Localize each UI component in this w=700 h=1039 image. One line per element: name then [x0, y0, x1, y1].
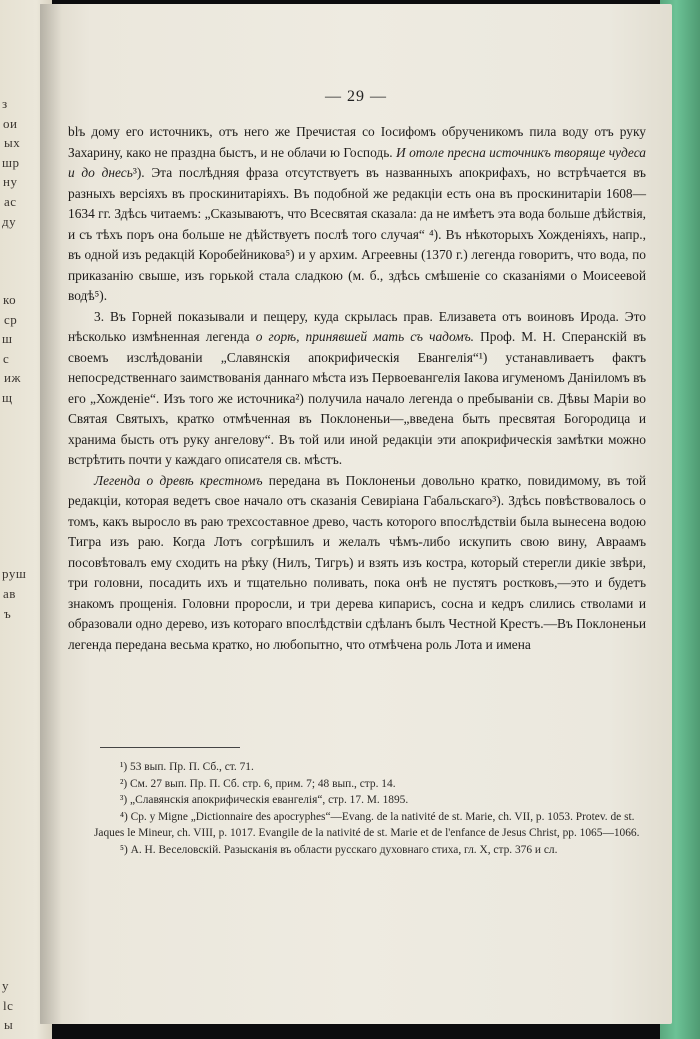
- text-run: blъ дому его источникъ, отъ него же Пречистая со Іосифомъ обрученикомъ пила воду отъ руку Захарину, како не праздна быстъ, и не облачи ю Господь.: [68, 124, 646, 160]
- italic-phrase: И отоле пресна источникъ творяще чудеса и до днесь: [68, 144, 646, 180]
- footnote-divider: [100, 747, 240, 748]
- left-page-fragment: щ: [2, 390, 13, 405]
- left-page-fragment: ко: [3, 292, 17, 307]
- paragraph: [68, 122, 646, 307]
- paragraph: [68, 307, 646, 471]
- text-run: 3. Въ Горней показывали и пещеру, куда скрылась прав. Елизавета отъ воиновъ Ирода. Это нѣсколько измѣненная легенда: [68, 308, 646, 344]
- footnote: ³) „Славянскія апокрифическія евангелія“, стр. 17. М. 1895.: [120, 794, 409, 806]
- text-run: ³). Эта послѣдняя фраза отсутствуетъ въ названныхъ апокрифахъ, но встрѣчается въ разныхъ версіяхъ въ проскинитаріяхъ. Въ подобной же редакціи есть она въ проскинитаріи 1608—1634 гг. Здѣсь читаемъ: „Сказываютъ, что Всесвятая сказала: да не имѣетъ эта вода больше дѣйствія, и съ тѣхъ поръ она больше не дѣйствуетъ послѣ того случая“ ⁴). Въ нѣкоторыхъ Хожденіяхъ, напр., въ одной изъ редакцій Коробейникова⁵) и у архим. Агреевны (1370 г.) легенда говоритъ, что вода, по приказанію свыше, изъ горькой стала сладкою (м. б., здѣсь смѣшеніе со сказаніями о Моисеевой водѣ⁵).: [68, 165, 646, 303]
- left-page-fragment: ас: [4, 194, 17, 209]
- page-gutter-shadow: [40, 4, 62, 1024]
- left-page-fragment: ы: [4, 1017, 14, 1033]
- page-number: — 29 —: [325, 88, 387, 105]
- left-page-fragment: иж: [4, 370, 21, 386]
- left-page-fragment: ои: [3, 115, 18, 131]
- left-page-fragment: ав: [3, 586, 16, 601]
- footnote: ²) См. 27 вып. Пр. П. Сб. стр. 6, прим. 7; 48 вып., стр. 14.: [120, 777, 396, 790]
- left-page-fragment: ъ: [4, 605, 12, 621]
- paragraph: [68, 471, 646, 656]
- left-page-fragment: с: [3, 350, 10, 366]
- text-run: передана въ Поклоненьи довольно кратко, повидимому, въ той редакціи, которая ведетъ свое начало отъ сказанія Севиріана Габальскаго³). Здѣсь повѣствовалось о томъ, какъ выросло въ раю трехсоставное древо, часть которого впослѣдствіи была вынесена водою Тигра изъ раю. Когда Лотъ согрѣшилъ и желалъ чѣмъ-либо искупить свою вину, Авраамъ посовѣтовалъ ему сходить на рѣку (Нилъ, Тигръ) и взять изъ костра, который стерегли дикіе звѣри, три головни, посадить ихъ и тщательно поливать, пока онѣ не пустятъ ростковъ,—это и будетъ знакомъ прощенія. Головни проросли, и три дерева кипарисъ, сосна и кедръ слились стволами и образовали одно дерево, изъ котораго впослѣдствіи сдѣланъ былъ Честной Крестъ.—Въ Поклоненьи легенда передана весьма кратко, но любопытно, что отмѣчена роль Лота и имена: [68, 472, 646, 652]
- left-page-fragment: ср: [4, 311, 18, 327]
- left-page-fragment: руш: [2, 566, 27, 582]
- footnote: ⁵) А. Н. Веселовскій. Разысканія въ области русскаго духовнаго стиха, гл. X, стр. 376 и сл.: [120, 843, 558, 856]
- book-page: [40, 4, 672, 1024]
- footnotes: [94, 759, 644, 858]
- italic-phrase: о горѣ, принявшей мать съ чадомъ.: [255, 329, 474, 344]
- italic-phrase: Легенда о древѣ крестномъ: [94, 472, 263, 488]
- footnote: ⁴) Ср. у Migne „Dictionnaire des apocryphes“—Evang. de la nativité de st. Marie, ch. VII, p. 1053. Protev. de st. Jaques le Mineur, ch. VIII, p. 1017. Evangile de la nativité de st. Marie et de l'enfance de Jesus Christ, pp. 1065—1066.: [94, 810, 640, 839]
- footnote: ¹) 53 вып. Пр. П. Сб., ст. 71.: [120, 761, 254, 773]
- left-page-fragment: lc: [3, 997, 14, 1013]
- text-run: Проф. М. Н. Сперанскій въ своемъ изслѣдованіи „Славянскія апокрифическія Евангелія“¹) устанавливаетъ фактъ непосредственнаго заимствованія даннаго мѣста изъ Первоевангелія Іакова игуменомъ Даніиломъ въ его „Хожденіе“. Изъ того же источника²) получила начало легенда о пребываніи св. Дѣвы Маріи во Святая Святыхъ, кратко отмѣченная въ Поклоненьи—„введена быть пресвятая Богородица и хранима бысть отъ руку ангелову“. Въ той или иной редакціи эти апокрифическія замѣтки можно встрѣтить почти у каждаго описателя св. мѣстъ.: [68, 329, 646, 467]
- left-page-fragment: ну: [3, 174, 18, 190]
- left-page-fragment: у: [2, 978, 9, 993]
- left-page-fragment: ш: [2, 331, 13, 347]
- left-page-fragment: ых: [4, 135, 21, 151]
- left-page-fragment: з: [2, 96, 8, 111]
- body-text: [68, 122, 646, 655]
- left-page-fragment: ду: [2, 213, 17, 229]
- left-page-fragment: шр: [2, 154, 20, 170]
